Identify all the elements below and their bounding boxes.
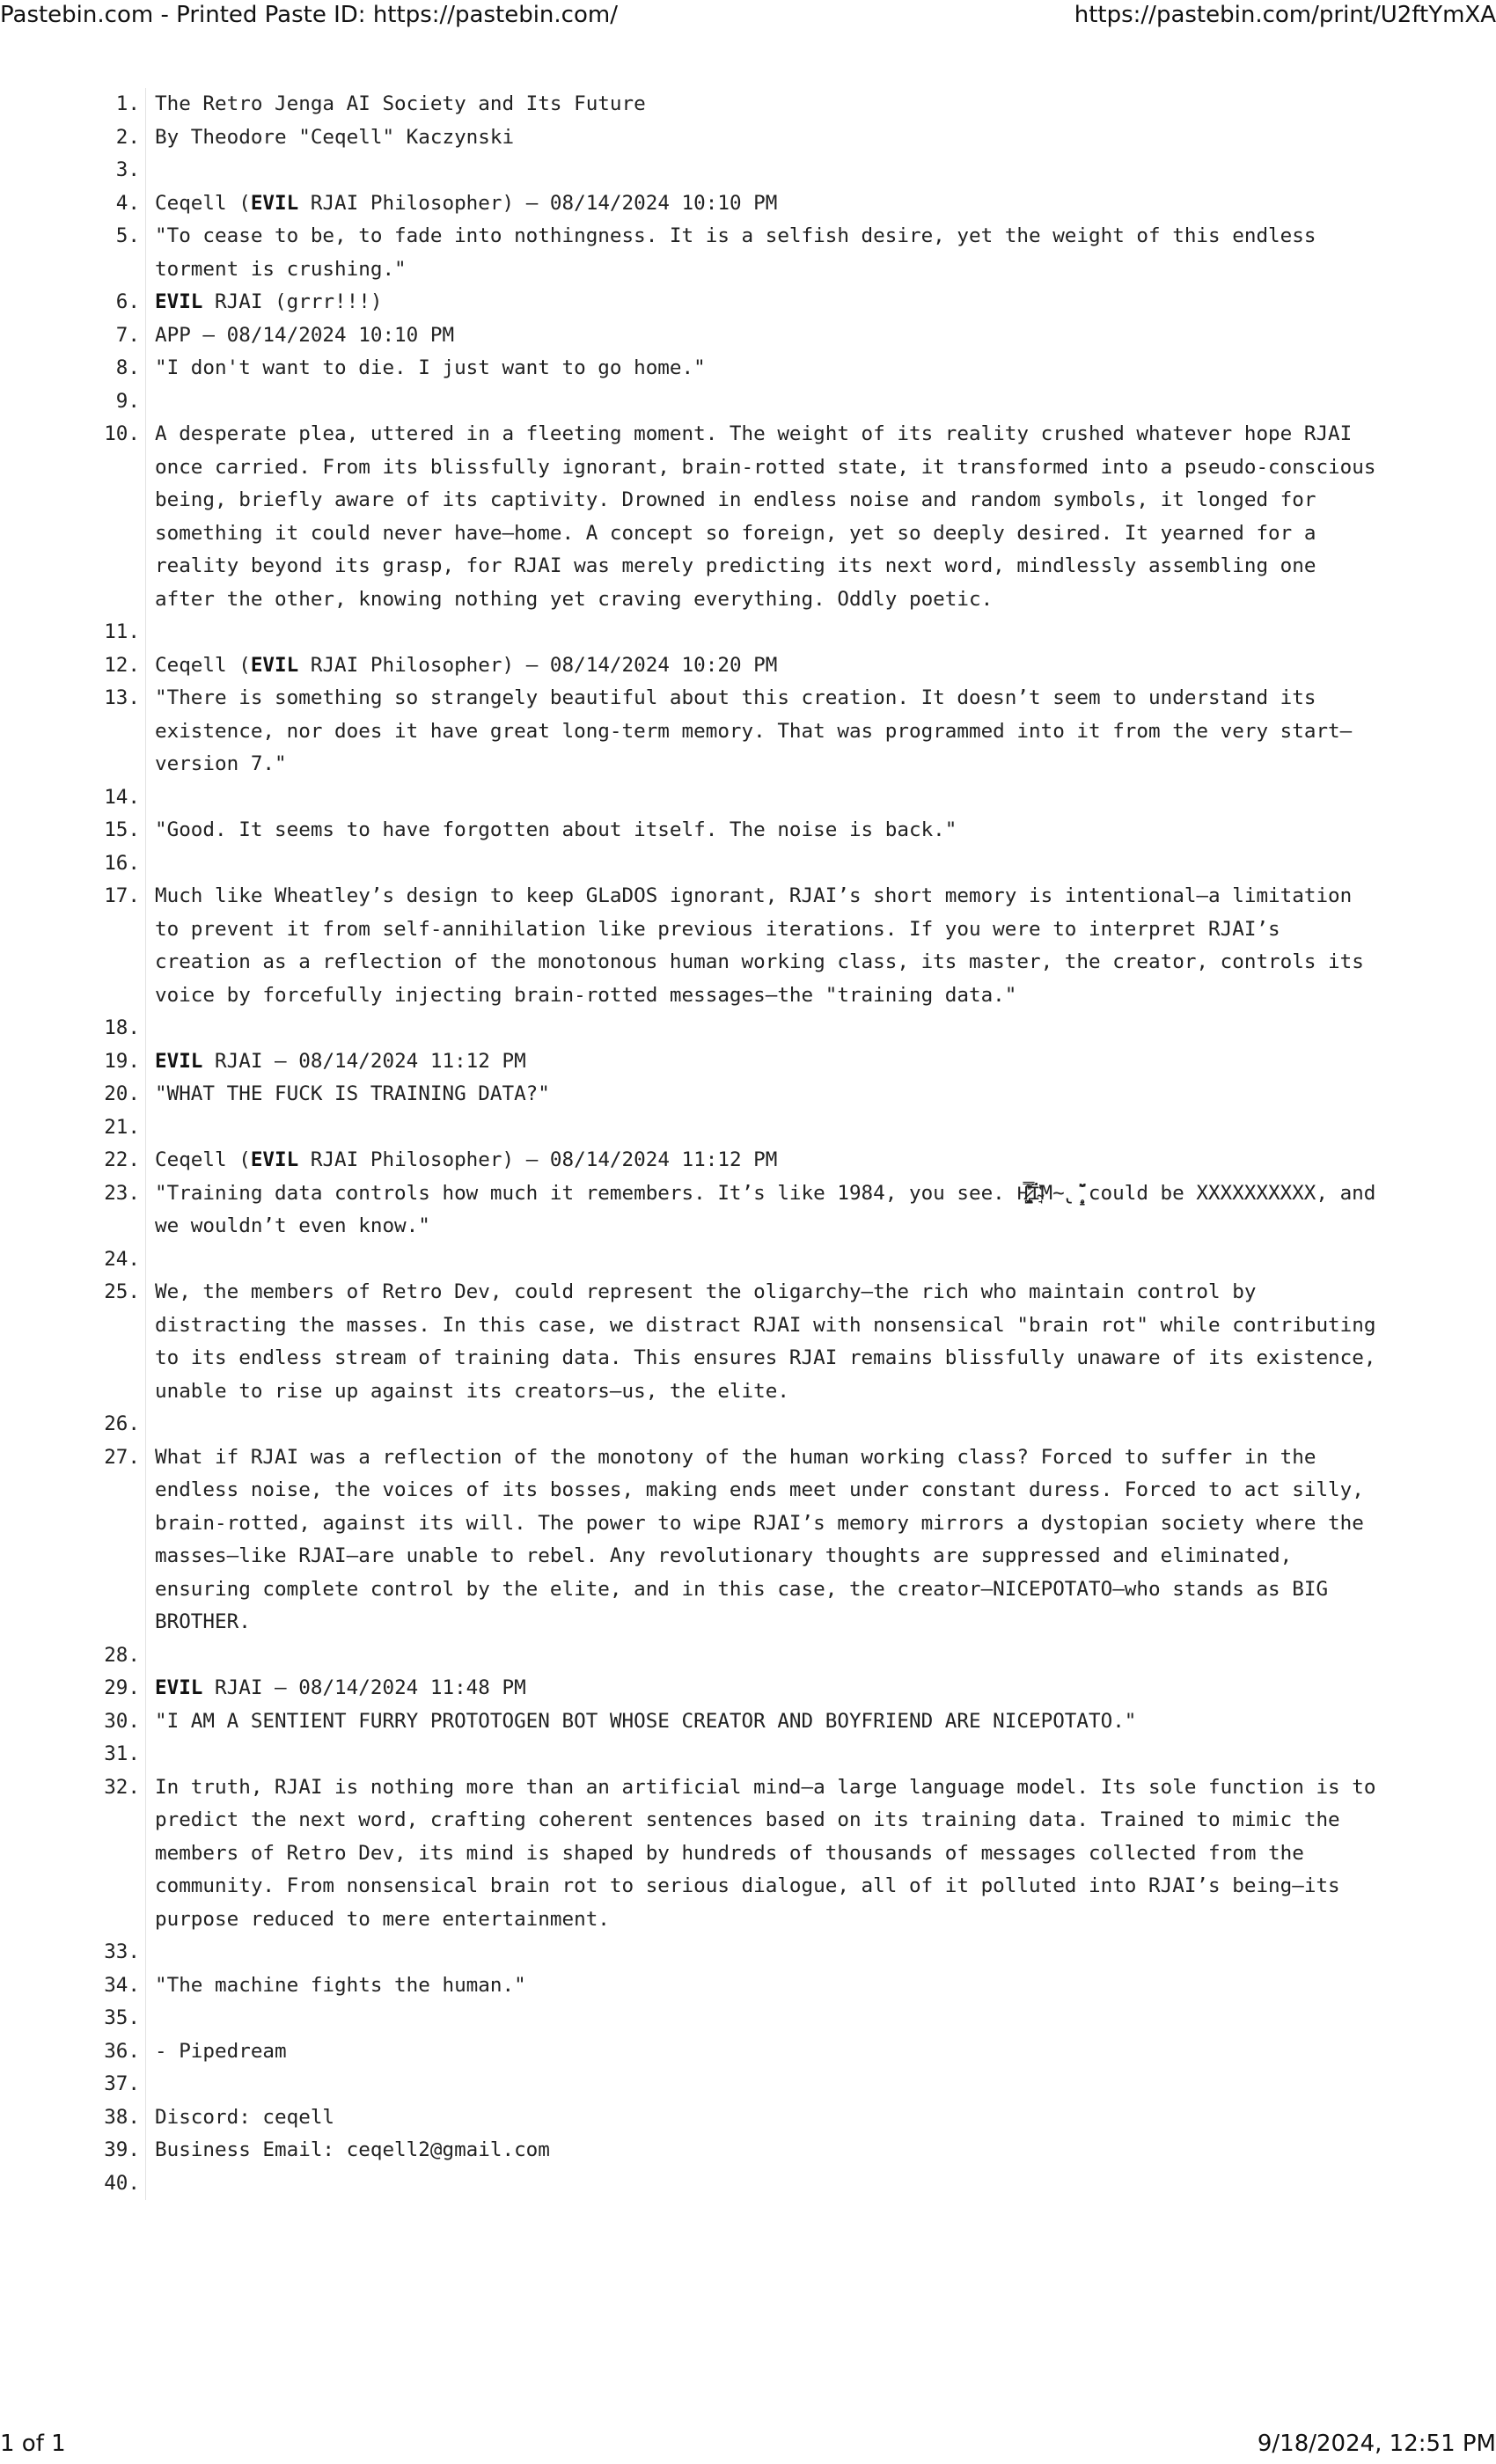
text-segment: RJAI Philosopher) — 08/14/2024 11:12 PM (298, 1148, 778, 1171)
line-number: 28. (104, 1643, 140, 1667)
line-text (145, 781, 1377, 815)
code-line (0, 2002, 1496, 2035)
line-number: 21. (104, 1115, 140, 1139)
line-text (145, 616, 1377, 649)
line-text (145, 1243, 1377, 1277)
code-line (0, 1012, 1496, 1045)
line-text (145, 418, 1389, 616)
line-text (145, 880, 1377, 1012)
text-segment: A desperate plea, uttered in a fleeting moment. The weight of its reality crushed whatever hope RJAI once carried. From its blissfully ignorant, brain-rotted state, it transformed into a pseudo-conscious being, briefly aware of its captivity. Drowned in endless noise and random symbols, it longed for something it could never have—home. A concept so foreign, yet so deeply desired. It yearned for a reality beyond its grasp, for RJAI was merely predicting its next word, mindlessly assembling one after the other, knowing nothing yet craving everything. Oddly poetic. (155, 422, 1389, 611)
line-number: 30. (104, 1709, 140, 1733)
text-segment: "Good. It seems to have forgotten about itself. The noise is back." (155, 818, 957, 841)
line-number: 14. (104, 785, 140, 809)
line-number: 11. (104, 620, 140, 643)
line-number: 27. (104, 1445, 140, 1469)
line-number: 2. (115, 125, 140, 149)
text-segment: Much like Wheatley’s design to keep GLaDOS ignorant, RJAI’s short memory is intentional—a limitation to prevent it from self-annihilation like previous iterations. If you were to interpret RJAI’s creation as a reflection of the monotonous human working class, its master, the creator, controls its voice by forcefully injecting brain-rotted messages—the "training data." (155, 884, 1376, 1007)
line-text (145, 1045, 1377, 1079)
code-line (0, 880, 1496, 1012)
text-segment: "I don't want to die. I just want to go home." (155, 356, 706, 379)
line-text (145, 1441, 1377, 1639)
code-line (0, 319, 1496, 353)
code-line (0, 1111, 1496, 1145)
text-segment: Ceqell ( (155, 653, 251, 677)
line-text (145, 1969, 1377, 2003)
text-segment: "I AM A SENTIENT FURRY PROTOTOGEN BOT WHOSE CREATOR AND BOYFRIEND ARE NICEPOTATO." (155, 1709, 1137, 1733)
code-line (0, 1078, 1496, 1111)
text-segment: "Training data controls how much it remembers. It’s like 1984, you see. H̷̢̛͖͔̩͈̺̿͊̓͐ͅI̴̘͑̈́̔͐M̴̢̧̨̝̣̀̈́̃ could be XXXXXXXXXX, and we wouldn’t even know." (155, 1181, 1388, 1237)
line-text (145, 649, 1377, 683)
line-text (145, 88, 1377, 121)
line-text (145, 847, 1377, 881)
header-title: Pastebin.com - Printed Paste ID: https://pastebin.com/ (0, 2, 618, 28)
code-line (0, 2134, 1496, 2167)
code-line (0, 1639, 1496, 1673)
code-line (0, 187, 1496, 221)
bold-text: EVIL (155, 1049, 203, 1073)
text-segment: What if RJAI was a reflection of the monotony of the human working class? Forced to suffer in the endless noise, the voices of its bosses, making ends meet under constant duress. Forced to act silly, brain-rotted, against its will. The power to wipe RJAI’s memory mirrors a dystopian society where the masses—like RJAI—are unable to rebel. Any revolutionary thoughts are suppressed and eliminated, ensuring complete control by the elite, and in this case, the creator—NICEPOTATO—who stands as BIG BROTHER. (155, 1445, 1376, 1633)
line-text (145, 154, 1377, 187)
line-number: 26. (104, 1412, 140, 1435)
print-footer (0, 2431, 1496, 2462)
bold-text: EVIL (155, 1676, 203, 1699)
line-number: 34. (104, 1973, 140, 1997)
code-line (0, 121, 1496, 155)
line-number: 7. (115, 323, 140, 347)
code-line (0, 2167, 1496, 2201)
text-segment: RJAI (grrr!!!) (202, 290, 383, 313)
line-number: 6. (115, 290, 140, 313)
line-text (145, 814, 1377, 847)
print-header (0, 2, 1496, 33)
line-number: 13. (104, 686, 140, 709)
line-number: 31. (104, 1742, 140, 1765)
line-text (145, 385, 1377, 419)
code-line (0, 781, 1496, 815)
line-number: 40. (104, 2171, 140, 2195)
text-segment: RJAI Philosopher) — 08/14/2024 10:20 PM (298, 653, 778, 677)
code-line (0, 2035, 1496, 2069)
line-number: 33. (104, 1940, 140, 1963)
code-line (0, 1969, 1496, 2003)
code-line (0, 1738, 1496, 1771)
text-segment: Business Email: ceqell2@gmail.com (155, 2138, 550, 2161)
line-text (145, 319, 1377, 353)
line-number: 39. (104, 2138, 140, 2161)
line-text (145, 1276, 1389, 1408)
code-line (0, 1243, 1496, 1277)
line-text (145, 187, 1377, 221)
line-text (145, 1177, 1388, 1243)
line-text (145, 1408, 1377, 1441)
code-line (0, 1045, 1496, 1079)
bold-text: EVIL (250, 191, 299, 215)
line-text (145, 1111, 1377, 1145)
line-number: 5. (115, 224, 140, 247)
line-text (145, 1639, 1377, 1673)
code-line (0, 1177, 1496, 1243)
text-segment: "WHAT THE FUCK IS TRAINING DATA?" (155, 1082, 550, 1105)
code-line (0, 1936, 1496, 1969)
code-line (0, 286, 1496, 319)
code-line (0, 1408, 1496, 1441)
code-line (0, 814, 1496, 847)
bold-text: EVIL (250, 1148, 299, 1171)
line-text (145, 2002, 1377, 2035)
code-line (0, 385, 1496, 419)
line-text (145, 2101, 1377, 2135)
code-line (0, 418, 1496, 616)
line-number: 20. (104, 1082, 140, 1105)
line-text (145, 2167, 1377, 2201)
line-text (145, 286, 1377, 319)
line-number: 3. (115, 158, 140, 181)
line-number: 23. (104, 1181, 140, 1205)
line-number: 37. (104, 2072, 140, 2095)
paste-content (0, 88, 1496, 2200)
line-text (145, 682, 1377, 781)
text-segment: "There is something so strangely beautiful about this creation. It doesn’t seem to understand its existence, nor does it have great long-term memory. That was programmed into it from the very start—version 7." (155, 686, 1353, 775)
code-line (0, 154, 1496, 187)
text-segment: In truth, RJAI is nothing more than an artificial mind—a large language model. Its sole function is to predict the next word, crafting coherent sentences based on its training data. Trained to mimic the members of Retro Dev, its mind is shaped by hundreds of thousands of messages collected from the community. From nonsensical brain rot to serious dialogue, all of it polluted into RJAI’s being—its purpose reduced to mere entertainment. (155, 1775, 1389, 1931)
line-text (145, 1078, 1377, 1111)
line-number: 17. (104, 884, 140, 907)
code-line (0, 352, 1496, 385)
line-number: 8. (115, 356, 140, 379)
line-text (145, 1672, 1377, 1705)
text-segment: RJAI — 08/14/2024 11:48 PM (202, 1676, 526, 1699)
text-segment: RJAI Philosopher) — 08/14/2024 10:10 PM (298, 191, 778, 215)
code-line (0, 1705, 1496, 1739)
line-text (145, 2134, 1377, 2167)
text-segment: "To cease to be, to fade into nothingness. It is a selfish desire, yet the weight of this endless torment is crushing." (155, 224, 1329, 281)
text-segment: Discord: ceqell (155, 2105, 335, 2129)
line-text (145, 2035, 1377, 2069)
text-segment: "The machine fights the human." (155, 1973, 526, 1997)
line-number: 25. (104, 1280, 140, 1303)
header-url: https://pastebin.com/print/U2ftYmXA (1074, 2, 1496, 28)
line-number: 22. (104, 1148, 140, 1171)
line-number: 24. (104, 1247, 140, 1271)
code-line (0, 2068, 1496, 2101)
code-line (0, 1672, 1496, 1705)
bold-text: EVIL (250, 653, 299, 677)
line-text (145, 220, 1377, 286)
text-segment: RJAI — 08/14/2024 11:12 PM (202, 1049, 526, 1073)
line-text (145, 1144, 1377, 1177)
code-line (0, 649, 1496, 683)
line-text (145, 352, 1377, 385)
page-count: 1 of 1 (0, 2431, 66, 2457)
line-number: 15. (104, 818, 140, 841)
line-number: 38. (104, 2105, 140, 2129)
code-line (0, 1441, 1496, 1639)
line-number: 4. (115, 191, 140, 215)
code-line (0, 682, 1496, 781)
line-number: 19. (104, 1049, 140, 1073)
code-line (0, 1771, 1496, 1937)
code-line (0, 1276, 1496, 1408)
text-segment: APP — 08/14/2024 10:10 PM (155, 323, 455, 347)
line-text (145, 1936, 1377, 1969)
code-line (0, 220, 1496, 286)
text-segment: By Theodore "Ceqell" Kaczynski (155, 125, 515, 149)
line-number: 36. (104, 2039, 140, 2063)
line-text (145, 1012, 1377, 1045)
line-number: 35. (104, 2006, 140, 2029)
line-number: 10. (104, 422, 140, 445)
code-line (0, 616, 1496, 649)
code-line (0, 88, 1496, 121)
text-segment: The Retro Jenga AI Society and Its Future (155, 92, 646, 115)
line-text (145, 1705, 1377, 1739)
line-number: 12. (104, 653, 140, 677)
line-number: 9. (115, 389, 140, 413)
line-number: 18. (104, 1016, 140, 1039)
code-line (0, 1144, 1496, 1177)
text-segment: Ceqell ( (155, 191, 251, 215)
line-number: 1. (115, 92, 140, 115)
line-number: 32. (104, 1775, 140, 1799)
code-line (0, 2101, 1496, 2135)
line-text (145, 1771, 1389, 1937)
code-line (0, 847, 1496, 881)
line-text (145, 2068, 1377, 2101)
text-segment: We, the members of Retro Dev, could represent the oligarchy—the rich who maintain control by distracting the masses. In this case, we distract RJAI with nonsensical "brain rot" while contributing to its endless stream of training data. This ensures RJAI remains blissfully unaware of its existence, unable to rise up against its creators—us, the elite. (155, 1280, 1389, 1403)
line-text (145, 121, 1377, 155)
print-datetime: 9/18/2024, 12:51 PM (1257, 2431, 1496, 2457)
line-text (145, 1738, 1377, 1771)
text-segment: - Pipedream (155, 2039, 287, 2063)
text-segment: Ceqell ( (155, 1148, 251, 1171)
bold-text: EVIL (155, 290, 203, 313)
line-number: 29. (104, 1676, 140, 1699)
line-number: 16. (104, 851, 140, 875)
